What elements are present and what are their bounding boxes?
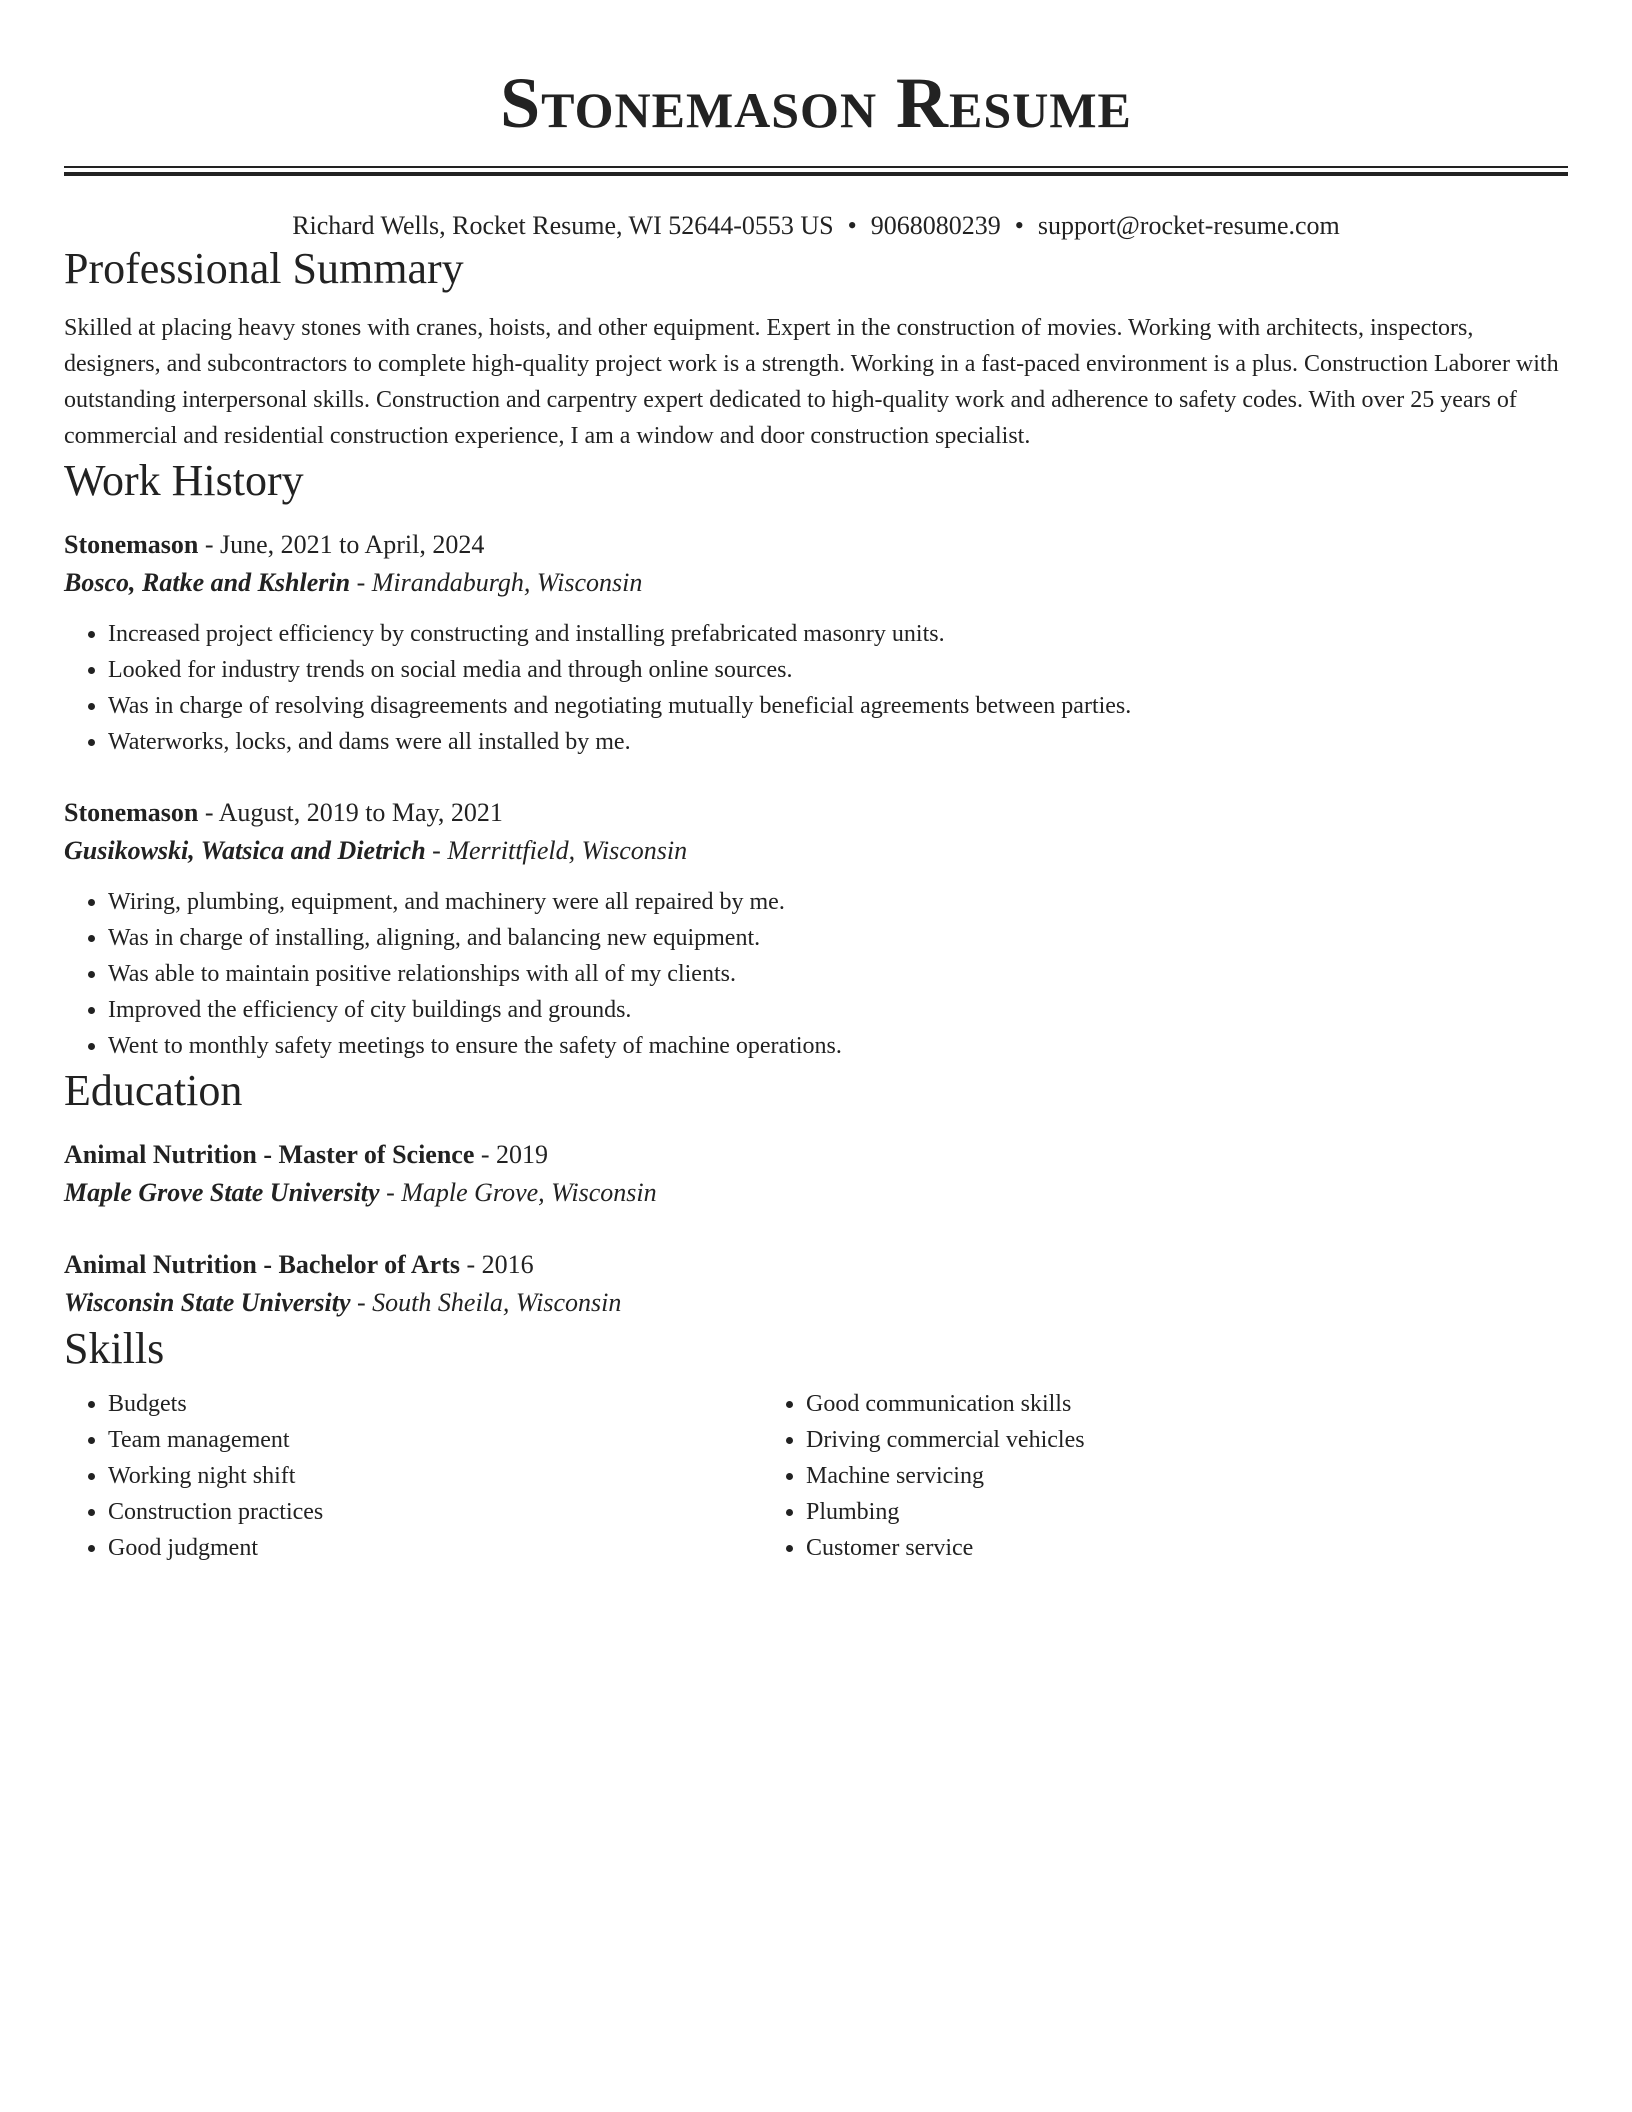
work-history-heading: Work History — [64, 456, 304, 505]
job-title-line — [64, 526, 1568, 564]
job-duties-list — [64, 884, 1568, 1064]
job-dates: - August, 2019 to May, 2021 — [198, 798, 503, 827]
skill-item: • Customer service — [806, 1530, 1568, 1566]
list-item: • Improved the efficiency of city buildings and grounds. — [108, 992, 1568, 1028]
degree-line — [64, 1136, 1568, 1174]
degree-name: Animal Nutrition - Master of Science — [64, 1140, 475, 1169]
degree-line — [64, 1246, 1568, 1284]
skill-item: • Driving commercial vehicles — [806, 1422, 1568, 1458]
education-entry — [64, 1246, 1568, 1322]
title-divider — [64, 166, 1568, 176]
job-entry — [64, 526, 1568, 760]
job-company-line — [64, 564, 1568, 602]
contact-phone: 9068080239 — [870, 211, 1001, 240]
skill-item: • Working night shift — [108, 1458, 762, 1494]
degree-year: - 2016 — [460, 1250, 534, 1279]
education-entry — [64, 1136, 1568, 1212]
degree-year: - 2019 — [474, 1140, 549, 1169]
school-name: Wisconsin State University — [64, 1288, 351, 1317]
list-item: • Increased project efficiency by constructing and installing prefabricated masonry units. — [108, 616, 1568, 652]
skill-item: • Machine servicing — [806, 1458, 1568, 1494]
school-location: - South Sheila, Wisconsin — [350, 1288, 622, 1317]
job-location: - Merrittfield, Wisconsin — [425, 836, 688, 865]
skills-list-right — [762, 1386, 1568, 1566]
job-company-line — [64, 832, 1568, 870]
job-role: Stonemason — [64, 530, 199, 559]
contact-email: support@rocket-resume.com — [1037, 211, 1340, 240]
list-item: • Was in charge of installing, aligning, and balancing new equipment. — [108, 920, 1568, 956]
skill-item: • Budgets — [108, 1386, 762, 1422]
skill-item: • Plumbing — [806, 1494, 1568, 1530]
list-item: • Looked for industry trends on social media and through online sources. — [108, 652, 1568, 688]
skill-item: • Good communication skills — [806, 1386, 1568, 1422]
list-item: • Was able to maintain positive relationships with all of my clients. — [108, 956, 1568, 992]
school-location: - Maple Grove, Wisconsin — [379, 1178, 657, 1207]
resume-title: Stonemason Resume — [500, 63, 1132, 143]
school-name: Maple Grove State University — [64, 1178, 380, 1207]
job-location: - Mirandaburgh, Wisconsin — [350, 568, 643, 597]
job-title-line — [64, 794, 1568, 832]
list-item: • Was in charge of resolving disagreements and negotiating mutually beneficial agreements between parties. — [108, 688, 1568, 724]
job-entry — [64, 794, 1568, 1064]
list-item: • Wiring, plumbing, equipment, and machinery were all repaired by me. — [108, 884, 1568, 920]
summary-text: Skilled at placing heavy stones with cranes, hoists, and other equipment. Expert in the construction of movies. Working with architects, inspectors, designers, and subcontractors to complete high-quality project work is a strength. Working in a fast-paced environment is a plus. Construction Laborer with outstanding interpersonal skills. Construction and carpentry expert dedicated to high-quality work and adherence to safety codes. With over 25 years of commercial and residential construction experience, I am a window and door construction specialist. — [64, 315, 1559, 449]
school-line — [64, 1284, 1568, 1322]
contact-separator: • — [847, 211, 857, 240]
skills-list-left — [64, 1386, 762, 1566]
skills-heading: Skills — [64, 1324, 165, 1373]
list-item: • Waterworks, locks, and dams were all installed by me. — [108, 724, 1568, 760]
job-company: Bosco, Ratke and Kshlerin — [64, 568, 351, 597]
school-line — [64, 1174, 1568, 1212]
degree-name: Animal Nutrition - Bachelor of Arts — [64, 1250, 460, 1279]
skill-item: • Good judgment — [108, 1530, 762, 1566]
contact-address: Richard Wells, Rocket Resume, WI 52644-0553 US — [292, 211, 834, 240]
skill-item: • Team management — [108, 1422, 762, 1458]
list-item: • Went to monthly safety meetings to ensure the safety of machine operations. — [108, 1028, 1568, 1064]
contact-separator: • — [1014, 211, 1024, 240]
job-role: Stonemason — [64, 798, 199, 827]
education-heading: Education — [64, 1066, 243, 1115]
summary-heading: Professional Summary — [64, 244, 464, 293]
job-company: Gusikowski, Watsica and Dietrich — [64, 836, 426, 865]
job-dates: - June, 2021 to April, 2024 — [198, 530, 485, 559]
skills-columns — [64, 1386, 1568, 1566]
skill-item: • Construction practices — [108, 1494, 762, 1530]
job-duties-list — [64, 616, 1568, 760]
contact-line — [64, 210, 1568, 242]
